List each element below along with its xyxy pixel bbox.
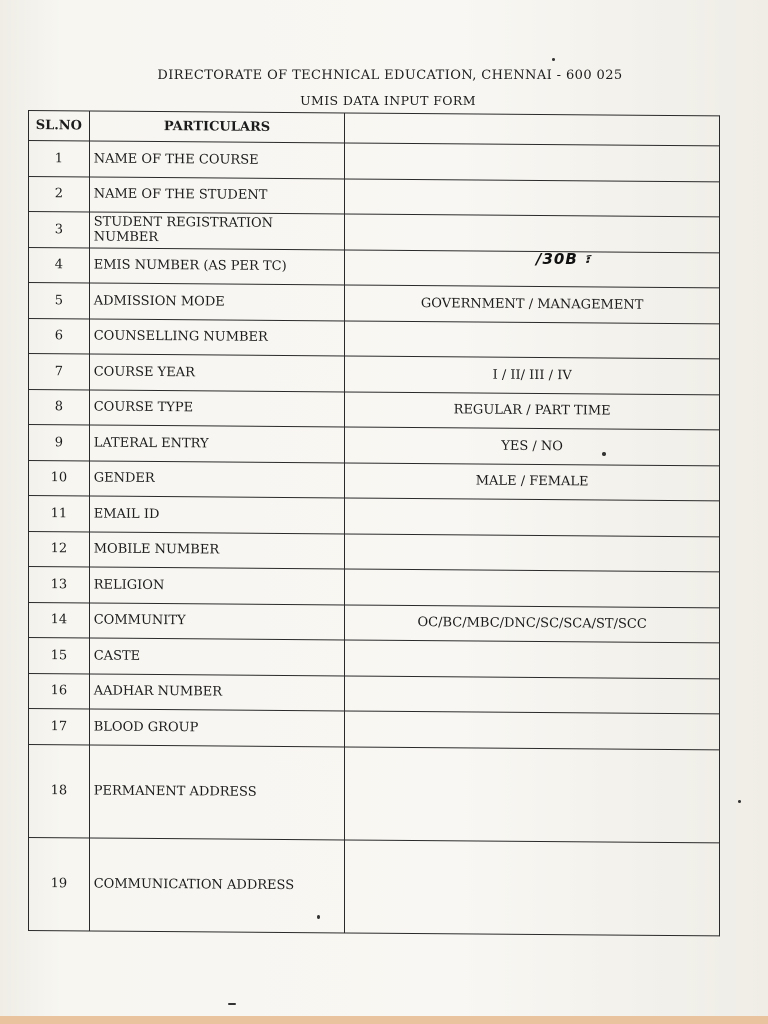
ink-speck [552,58,555,61]
row-number: 19 [29,837,90,930]
table-row [29,176,720,217]
row-number: 6 [29,318,90,354]
row-number: 8 [29,389,90,425]
table-row [29,212,720,253]
row-label: COUNSELLING NUMBER [89,318,345,356]
row-value [345,640,720,678]
row-number: 1 [29,141,90,177]
row-number: 14 [29,602,90,638]
table-row [29,318,720,359]
table-row [29,496,720,537]
column-header-slno: SL.NO [29,111,90,141]
row-value: OC/BC/MBC/DNC/SC/SCA/ST/SCC [345,604,720,642]
row-value [345,569,720,607]
row-value [345,839,720,935]
column-header-particulars: PARTICULARS [89,111,345,143]
row-label: CASTE [89,638,345,676]
row-value [345,675,720,713]
document-title: DIRECTORATE OF TECHNICAL EDUCATION, CHENNAI - 600 025 [157,68,623,83]
table-row [29,567,720,608]
row-number: 12 [29,531,90,567]
table-row [29,283,720,324]
row-number: 17 [29,709,90,745]
row-value [345,711,720,749]
row-label: BLOOD GROUP [89,709,345,747]
table-row [29,837,720,935]
table-row [29,638,720,679]
handwritten-mark: /30B ፣ [536,250,592,268]
table-row [29,744,720,842]
row-value: YES / NO [345,427,720,465]
row-value: GOVERNMENT / MANAGEMENT [345,285,720,323]
ink-speck [738,800,741,803]
table-row [29,531,720,572]
row-label: AADHAR NUMBER [89,673,345,711]
row-label: GENDER [89,460,345,498]
row-number: 15 [29,638,90,674]
row-number: 4 [29,247,90,283]
row-label: COMMUNITY [89,602,345,640]
row-number: 2 [29,176,90,212]
ink-speck [317,915,320,919]
row-number: 10 [29,460,90,496]
table-row [29,460,720,501]
form-subtitle: UMIS DATA INPUT FORM [300,93,476,108]
row-value: MALE / FEMALE [345,462,720,500]
row-label: STUDENT REGISTRATION NUMBER [89,212,345,250]
row-number: 7 [29,354,90,390]
row-value: REGULAR / PART TIME [345,391,720,429]
row-value: I / II/ III / IV [345,356,720,394]
row-number: 13 [29,567,90,603]
row-number: 5 [29,283,90,319]
row-number: 11 [29,496,90,532]
page-bottom-edge [0,1016,768,1024]
row-number: 3 [29,212,90,248]
data-input-table [28,110,720,936]
row-label: EMAIL ID [89,496,345,534]
row-label: ADMISSION MODE [89,283,345,321]
row-value [345,178,720,216]
row-value [345,533,720,571]
row-label: EMIS NUMBER (AS PER TC) [89,247,345,285]
row-number: 9 [29,425,90,461]
row-label: COMMUNICATION ADDRESS [89,837,345,932]
row-label: PERMANENT ADDRESS [89,744,345,839]
row-label: LATERAL ENTRY [89,425,345,463]
column-header-value [345,113,720,146]
row-label: RELIGION [89,567,345,605]
row-value [345,214,720,252]
table-row [29,354,720,395]
row-label: NAME OF THE STUDENT [89,176,345,214]
row-value [345,143,720,181]
row-value [345,320,720,358]
row-value [345,498,720,536]
table-row [29,141,720,182]
row-label: NAME OF THE COURSE [89,141,345,179]
row-value [345,746,720,842]
table-row [29,389,720,430]
row-label: MOBILE NUMBER [89,531,345,569]
row-value [345,249,720,287]
table-row [29,673,720,714]
row-number: 16 [29,673,90,709]
row-label: COURSE TYPE [89,389,345,427]
table-row [29,709,720,750]
table-row [29,602,720,643]
row-label: COURSE YEAR [89,354,345,392]
row-number: 18 [29,744,90,837]
table-row [29,425,720,466]
table-row [29,247,720,288]
ink-speck [228,1003,236,1005]
ink-speck [602,452,606,456]
